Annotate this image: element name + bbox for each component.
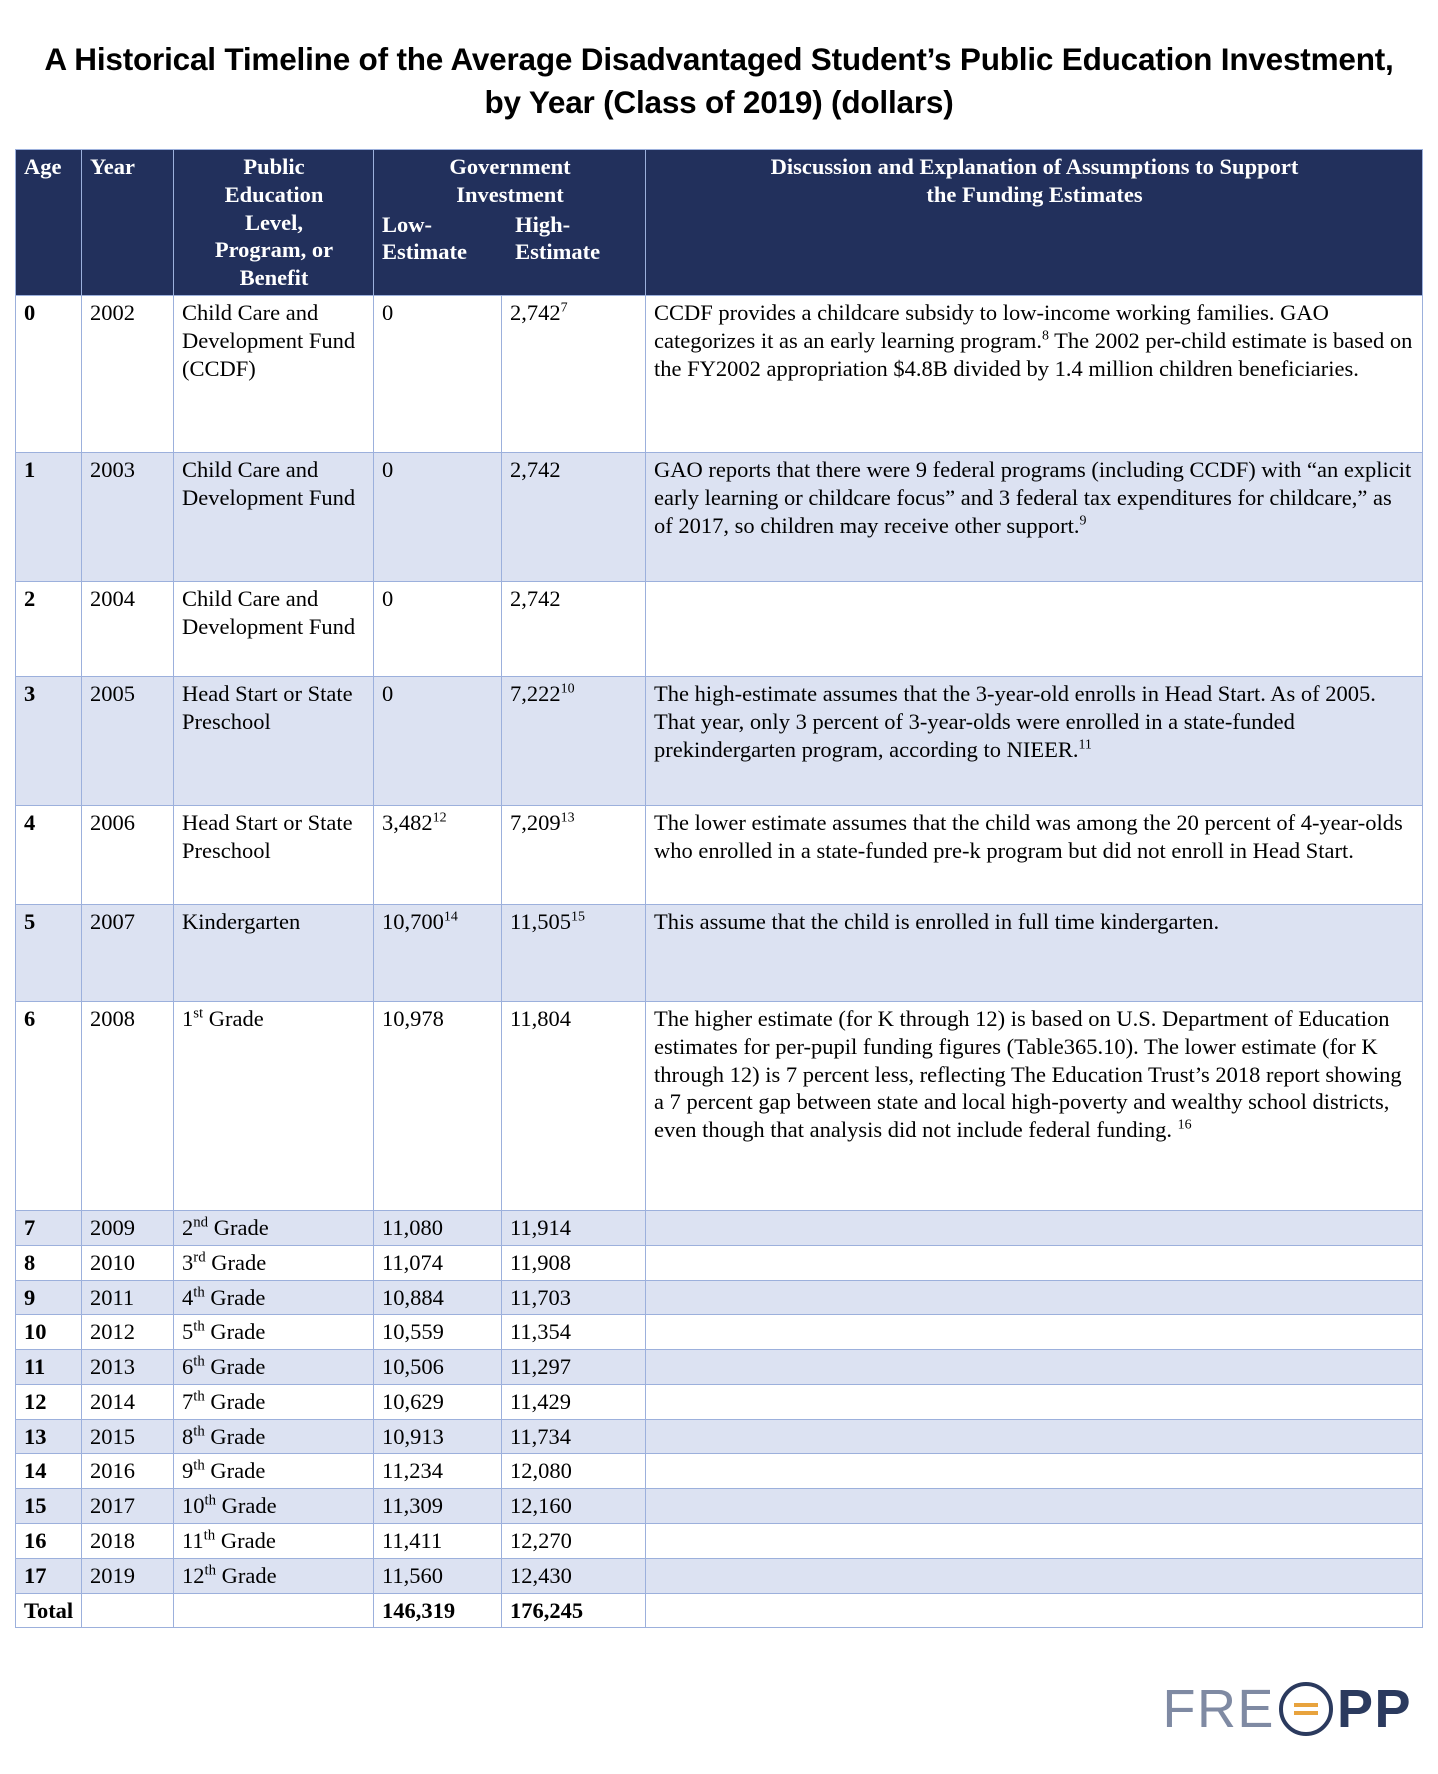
cell-total-level bbox=[174, 1593, 374, 1628]
cell-total-year bbox=[82, 1593, 174, 1628]
discussion-header-line-2: the Funding Estimates bbox=[926, 181, 1143, 207]
grade-number: 6 bbox=[182, 1354, 194, 1380]
cell-low-estimate bbox=[374, 452, 502, 581]
column-header-year: Year bbox=[82, 150, 174, 296]
table-body bbox=[16, 295, 1423, 1627]
cell-high-estimate bbox=[502, 904, 646, 1001]
cell-low-estimate bbox=[374, 805, 502, 904]
discussion-text: CCDF provides a childcare subsidy to low-income working families. GAO categorizes it as an early learning program. bbox=[654, 299, 1329, 353]
cell-low-estimate-value: 0 bbox=[382, 585, 394, 611]
discussion-text: The higher estimate (for K through 12) is based on U.S. Department of Education estimates for per-pupil funding figures (Table365.10). The lower estimate (for K through 12) is 7 percent less, reflecting The Education Trust’s 2018 report showing a 7 percent gap between state and local high-poverty and wealthy school districts, even though that analysis did not include federal funding. bbox=[654, 1005, 1402, 1143]
cell-age: 14 bbox=[16, 1454, 82, 1489]
cell-low-estimate bbox=[374, 1454, 502, 1489]
cell-low-estimate bbox=[374, 581, 502, 676]
cell-education-level bbox=[174, 1523, 374, 1558]
cell-education-level bbox=[174, 1454, 374, 1489]
cell-year: 2006 bbox=[82, 805, 174, 904]
cell-education-level bbox=[174, 1210, 374, 1245]
cell-education-level bbox=[174, 1384, 374, 1419]
cell-low-estimate bbox=[374, 676, 502, 805]
table-row bbox=[16, 1280, 1423, 1315]
cell-high-estimate-value: 2,742 bbox=[510, 585, 561, 611]
cell-discussion bbox=[646, 1384, 1423, 1419]
grade-number: 1 bbox=[182, 1005, 194, 1031]
cell-year: 2013 bbox=[82, 1350, 174, 1385]
grade-ordinal-suffix: th bbox=[203, 1527, 216, 1544]
grade-label: Grade bbox=[216, 1493, 277, 1519]
cell-high-estimate bbox=[502, 1384, 646, 1419]
grade-ordinal-suffix: rd bbox=[193, 1249, 206, 1266]
grade-ordinal-suffix: th bbox=[193, 1388, 205, 1405]
grade-number: 4 bbox=[182, 1284, 194, 1310]
table-row bbox=[16, 1489, 1423, 1524]
column-header-low-estimate: Low-Estimate bbox=[382, 211, 467, 265]
cell-high-estimate bbox=[502, 676, 646, 805]
column-header-discussion bbox=[646, 150, 1423, 296]
cell-low-estimate-value: 10,884 bbox=[382, 1284, 444, 1310]
cell-high-estimate-value: 11,734 bbox=[510, 1423, 572, 1449]
cell-low-estimate bbox=[374, 904, 502, 1001]
cell-low-estimate-value: 11,411 bbox=[382, 1527, 443, 1553]
cell-education-level bbox=[174, 1280, 374, 1315]
cell-discussion bbox=[646, 904, 1423, 1001]
cell-education-level: Head Start or State Preschool bbox=[174, 676, 374, 805]
cell-age: 6 bbox=[16, 1001, 82, 1210]
cell-year: 2008 bbox=[82, 1001, 174, 1210]
cell-year: 2004 bbox=[82, 581, 174, 676]
cell-age: 1 bbox=[16, 452, 82, 581]
cell-low-estimate-value: 11,074 bbox=[382, 1249, 444, 1275]
cell-age: 13 bbox=[16, 1419, 82, 1454]
cell-age: 5 bbox=[16, 904, 82, 1001]
freopp-logo bbox=[1162, 1678, 1412, 1740]
level-header-line-5: Benefit bbox=[239, 265, 309, 291]
cell-low-estimate bbox=[374, 1315, 502, 1350]
cell-high-estimate bbox=[502, 1558, 646, 1593]
grade-label: Grade bbox=[204, 1284, 266, 1310]
grade-label: Grade bbox=[208, 1214, 269, 1240]
footnote-marker: 7 bbox=[560, 300, 568, 316]
cell-discussion bbox=[646, 1489, 1423, 1524]
cell-low-estimate-value: 11,234 bbox=[382, 1458, 444, 1484]
cell-low-estimate bbox=[374, 1280, 502, 1315]
cell-high-estimate bbox=[502, 1315, 646, 1350]
cell-high-estimate bbox=[502, 1001, 646, 1210]
cell-discussion bbox=[646, 676, 1423, 805]
cell-education-level: Child Care and Development Fund bbox=[174, 452, 374, 581]
grade-number: 11 bbox=[182, 1527, 204, 1553]
cell-low-estimate-value: 0 bbox=[382, 299, 394, 325]
cell-year: 2015 bbox=[82, 1419, 174, 1454]
gov-header-line-1: Government bbox=[449, 154, 571, 180]
grade-ordinal-suffix: th bbox=[193, 1423, 205, 1440]
logo-text-part2: PP bbox=[1336, 1679, 1412, 1739]
cell-age: 12 bbox=[16, 1384, 82, 1419]
cell-high-estimate-value: 11,908 bbox=[510, 1249, 572, 1275]
cell-education-level: Child Care and Development Fund bbox=[174, 581, 374, 676]
cell-high-estimate-value: 11,429 bbox=[510, 1388, 572, 1414]
cell-education-level bbox=[174, 1001, 374, 1210]
footnote-marker: 11 bbox=[1078, 737, 1092, 752]
cell-high-estimate bbox=[502, 1454, 646, 1489]
cell-low-estimate-value: 10,700 bbox=[382, 908, 444, 934]
cell-low-estimate bbox=[374, 1350, 502, 1385]
cell-low-estimate bbox=[374, 295, 502, 452]
cell-year: 2007 bbox=[82, 904, 174, 1001]
cell-education-level bbox=[174, 1419, 374, 1454]
cell-low-estimate-value: 10,913 bbox=[382, 1423, 444, 1449]
cell-low-estimate bbox=[374, 1384, 502, 1419]
cell-age: 3 bbox=[16, 676, 82, 805]
grade-ordinal-suffix: th bbox=[204, 1492, 217, 1509]
cell-low-estimate-value: 11,080 bbox=[382, 1214, 444, 1240]
table-row bbox=[16, 581, 1423, 676]
footnote-marker: 8 bbox=[1041, 328, 1049, 344]
cell-discussion bbox=[646, 1315, 1423, 1350]
cell-low-estimate-value: 0 bbox=[382, 680, 394, 706]
footnote-marker: 13 bbox=[560, 810, 575, 826]
table-row bbox=[16, 805, 1423, 904]
cell-high-estimate-value: 12,430 bbox=[510, 1562, 572, 1588]
discussion-text: This assume that the child is enrolled in full time kindergarten. bbox=[654, 908, 1220, 934]
grade-number: 9 bbox=[182, 1458, 194, 1484]
cell-high-estimate bbox=[502, 581, 646, 676]
table-row bbox=[16, 1210, 1423, 1245]
cell-high-estimate bbox=[502, 1210, 646, 1245]
grade-number: 10 bbox=[182, 1493, 205, 1519]
grade-ordinal-suffix: th bbox=[193, 1353, 205, 1370]
table-row bbox=[16, 1384, 1423, 1419]
cell-age: 9 bbox=[16, 1280, 82, 1315]
cell-high-estimate-value: 12,270 bbox=[510, 1527, 572, 1553]
grade-number: 8 bbox=[182, 1423, 194, 1449]
cell-low-estimate bbox=[374, 1245, 502, 1280]
cell-high-estimate bbox=[502, 1523, 646, 1558]
cell-high-estimate-value: 11,505 bbox=[510, 908, 572, 934]
grade-label: Grade bbox=[216, 1562, 277, 1588]
cell-low-estimate bbox=[374, 1558, 502, 1593]
cell-high-estimate bbox=[502, 1350, 646, 1385]
grade-label: Grade bbox=[205, 1249, 267, 1275]
cell-low-estimate-value: 3,482 bbox=[382, 809, 433, 835]
discussion-text: The lower estimate assumes that the child was among the 20 percent of 4-year-olds who enrolled in a state-funded pre-k program but did not enroll in Head Start. bbox=[654, 809, 1403, 863]
grade-number: 7 bbox=[182, 1388, 194, 1414]
grade-ordinal-suffix: th bbox=[193, 1284, 205, 1300]
grade-label: Grade bbox=[204, 1458, 266, 1484]
equals-circle-icon bbox=[1279, 1682, 1333, 1736]
cell-low-estimate-value: 11,309 bbox=[382, 1493, 444, 1519]
cell-year: 2009 bbox=[82, 1210, 174, 1245]
column-header-high-estimate: High-Estimate bbox=[515, 211, 601, 265]
cell-low-estimate-value: 10,559 bbox=[382, 1319, 444, 1345]
level-header-line-4: Program, or bbox=[214, 237, 334, 263]
cell-high-estimate bbox=[502, 1245, 646, 1280]
cell-high-estimate-value: 2,742 bbox=[510, 456, 561, 482]
cell-education-level bbox=[174, 1315, 374, 1350]
cell-high-estimate-value: 2,742 bbox=[510, 299, 561, 325]
cell-education-level bbox=[174, 1245, 374, 1280]
cell-total-low: 146,319 bbox=[374, 1593, 502, 1628]
table-row bbox=[16, 1245, 1423, 1280]
table-row bbox=[16, 1350, 1423, 1385]
footnote-marker: 10 bbox=[560, 681, 575, 697]
cell-age: 16 bbox=[16, 1523, 82, 1558]
table-row bbox=[16, 1315, 1423, 1350]
grade-ordinal-suffix: th bbox=[193, 1318, 205, 1335]
discussion-header-line-1: Discussion and Explanation of Assumptions to Support bbox=[770, 154, 1299, 180]
column-header-government-investment bbox=[374, 150, 646, 296]
cell-year: 2019 bbox=[82, 1558, 174, 1593]
cell-year: 2016 bbox=[82, 1454, 174, 1489]
cell-high-estimate-value: 7,222 bbox=[510, 680, 561, 706]
grade-ordinal-suffix: th bbox=[193, 1457, 205, 1474]
cell-year: 2011 bbox=[82, 1280, 174, 1315]
cell-year: 2010 bbox=[82, 1245, 174, 1280]
cell-education-level bbox=[174, 1489, 374, 1524]
grade-number: 5 bbox=[182, 1319, 194, 1345]
grade-number: 12 bbox=[182, 1562, 205, 1588]
table-header bbox=[16, 150, 1423, 296]
gov-header-line-2: Investment bbox=[456, 181, 564, 207]
cell-high-estimate bbox=[502, 295, 646, 452]
cell-discussion bbox=[646, 1210, 1423, 1245]
footnote-marker: 12 bbox=[432, 810, 447, 826]
table-row bbox=[16, 1419, 1423, 1454]
cell-education-level: Child Care and Development Fund (CCDF) bbox=[174, 295, 374, 452]
grade-label: Grade bbox=[204, 1423, 266, 1449]
cell-low-estimate bbox=[374, 1419, 502, 1454]
cell-discussion bbox=[646, 805, 1423, 904]
footnote-marker: 14 bbox=[443, 909, 458, 925]
cell-education-level: Kindergarten bbox=[174, 904, 374, 1001]
table-row-total bbox=[16, 1593, 1423, 1628]
cell-education-level bbox=[174, 1350, 374, 1385]
cell-high-estimate-value: 11,297 bbox=[510, 1354, 572, 1380]
grade-ordinal-suffix: st bbox=[193, 1005, 204, 1022]
cell-total-high: 176,245 bbox=[502, 1593, 646, 1628]
cell-discussion bbox=[646, 1001, 1423, 1210]
table-row bbox=[16, 452, 1423, 581]
cell-high-estimate bbox=[502, 1419, 646, 1454]
cell-age: 7 bbox=[16, 1210, 82, 1245]
header-row bbox=[16, 150, 1423, 296]
table-row bbox=[16, 676, 1423, 805]
footnote-marker: 9 bbox=[1079, 513, 1087, 528]
cell-age: 8 bbox=[16, 1245, 82, 1280]
cell-year: 2018 bbox=[82, 1523, 174, 1558]
column-header-age: Age bbox=[16, 150, 82, 296]
level-header-line-1: Public bbox=[243, 154, 305, 180]
cell-high-estimate-value: 11,914 bbox=[510, 1214, 572, 1240]
discussion-text: The high-estimate assumes that the 3-year-old enrolls in Head Start. As of 2005. That year, only 3 percent of 3-year-olds were enrolled in a state-funded prekindergarten program, according to NIEER. bbox=[654, 680, 1376, 762]
cell-age: 10 bbox=[16, 1315, 82, 1350]
grade-label: Grade bbox=[204, 1354, 266, 1380]
cell-high-estimate bbox=[502, 452, 646, 581]
column-header-level bbox=[174, 150, 374, 296]
cell-education-level: Head Start or State Preschool bbox=[174, 805, 374, 904]
cell-low-estimate bbox=[374, 1210, 502, 1245]
table-row bbox=[16, 295, 1423, 452]
grade-label: Grade bbox=[204, 1388, 266, 1414]
cell-age: 0 bbox=[16, 295, 82, 452]
investment-table bbox=[15, 149, 1423, 1628]
cell-age: 4 bbox=[16, 805, 82, 904]
footnote-marker: 16 bbox=[1177, 1117, 1192, 1133]
cell-age: 17 bbox=[16, 1558, 82, 1593]
cell-year: 2017 bbox=[82, 1489, 174, 1524]
cell-age: 11 bbox=[16, 1350, 82, 1385]
grade-number: 3 bbox=[182, 1249, 194, 1275]
cell-high-estimate bbox=[502, 1489, 646, 1524]
cell-high-estimate-value: 11,804 bbox=[510, 1005, 572, 1031]
cell-education-level bbox=[174, 1558, 374, 1593]
table-row bbox=[16, 1558, 1423, 1593]
cell-discussion bbox=[646, 1454, 1423, 1489]
cell-year: 2002 bbox=[82, 295, 174, 452]
cell-year: 2014 bbox=[82, 1384, 174, 1419]
cell-discussion bbox=[646, 1523, 1423, 1558]
grade-label: Grade bbox=[203, 1005, 264, 1031]
cell-discussion bbox=[646, 452, 1423, 581]
discussion-text: GAO reports that there were 9 federal programs (including CCDF) with “an explicit early learning or childcare focus” and 3 federal tax expenditures for childcare,” as of 2017, so children may receive other support. bbox=[654, 456, 1412, 538]
cell-discussion bbox=[646, 295, 1423, 452]
cell-low-estimate-value: 10,978 bbox=[382, 1005, 444, 1031]
cell-discussion bbox=[646, 1419, 1423, 1454]
cell-low-estimate bbox=[374, 1523, 502, 1558]
cell-low-estimate-value: 0 bbox=[382, 456, 394, 482]
discussion-text-continued: The 2002 per-child estimate is based on the FY2002 appropriation $4.8B divided by 1.4 million children beneficiaries. bbox=[654, 327, 1413, 381]
cell-low-estimate bbox=[374, 1001, 502, 1210]
table-row bbox=[16, 1001, 1423, 1210]
cell-high-estimate-value: 12,160 bbox=[510, 1493, 572, 1519]
cell-high-estimate bbox=[502, 805, 646, 904]
cell-year: 2012 bbox=[82, 1315, 174, 1350]
cell-discussion bbox=[646, 1280, 1423, 1315]
cell-low-estimate-value: 10,506 bbox=[382, 1354, 444, 1380]
cell-low-estimate-value: 11,560 bbox=[382, 1562, 444, 1588]
level-header-line-2: Education bbox=[224, 181, 324, 207]
cell-low-estimate bbox=[374, 1489, 502, 1524]
logo-text-part1: FRE bbox=[1162, 1679, 1275, 1739]
cell-year: 2003 bbox=[82, 452, 174, 581]
cell-high-estimate-value: 11,354 bbox=[510, 1319, 572, 1345]
cell-age: 2 bbox=[16, 581, 82, 676]
cell-year: 2005 bbox=[82, 676, 174, 805]
cell-total-label: Total bbox=[16, 1593, 82, 1628]
page-title: A Historical Timeline of the Average Disadvantaged Student’s Public Education Investment, by Year (Class of 2019) (dollars) bbox=[44, 41, 1394, 120]
table-row bbox=[16, 1454, 1423, 1489]
cell-discussion bbox=[646, 581, 1423, 676]
cell-discussion bbox=[646, 1350, 1423, 1385]
cell-high-estimate-value: 7,209 bbox=[510, 809, 561, 835]
cell-discussion bbox=[646, 1558, 1423, 1593]
cell-high-estimate-value: 12,080 bbox=[510, 1458, 572, 1484]
grade-ordinal-suffix: nd bbox=[193, 1214, 209, 1231]
cell-total-discussion bbox=[646, 1593, 1423, 1628]
level-header-line-3: Level, bbox=[244, 209, 304, 235]
grade-ordinal-suffix: th bbox=[204, 1562, 217, 1579]
table-row bbox=[16, 904, 1423, 1001]
footnote-marker: 15 bbox=[571, 909, 585, 925]
cell-discussion bbox=[646, 1245, 1423, 1280]
cell-high-estimate-value: 11,703 bbox=[510, 1284, 572, 1310]
cell-low-estimate-value: 10,629 bbox=[382, 1388, 444, 1414]
grade-number: 2 bbox=[182, 1214, 194, 1240]
cell-high-estimate bbox=[502, 1280, 646, 1315]
cell-age: 15 bbox=[16, 1489, 82, 1524]
grade-label: Grade bbox=[215, 1527, 276, 1553]
table-row bbox=[16, 1523, 1423, 1558]
grade-label: Grade bbox=[204, 1319, 266, 1345]
